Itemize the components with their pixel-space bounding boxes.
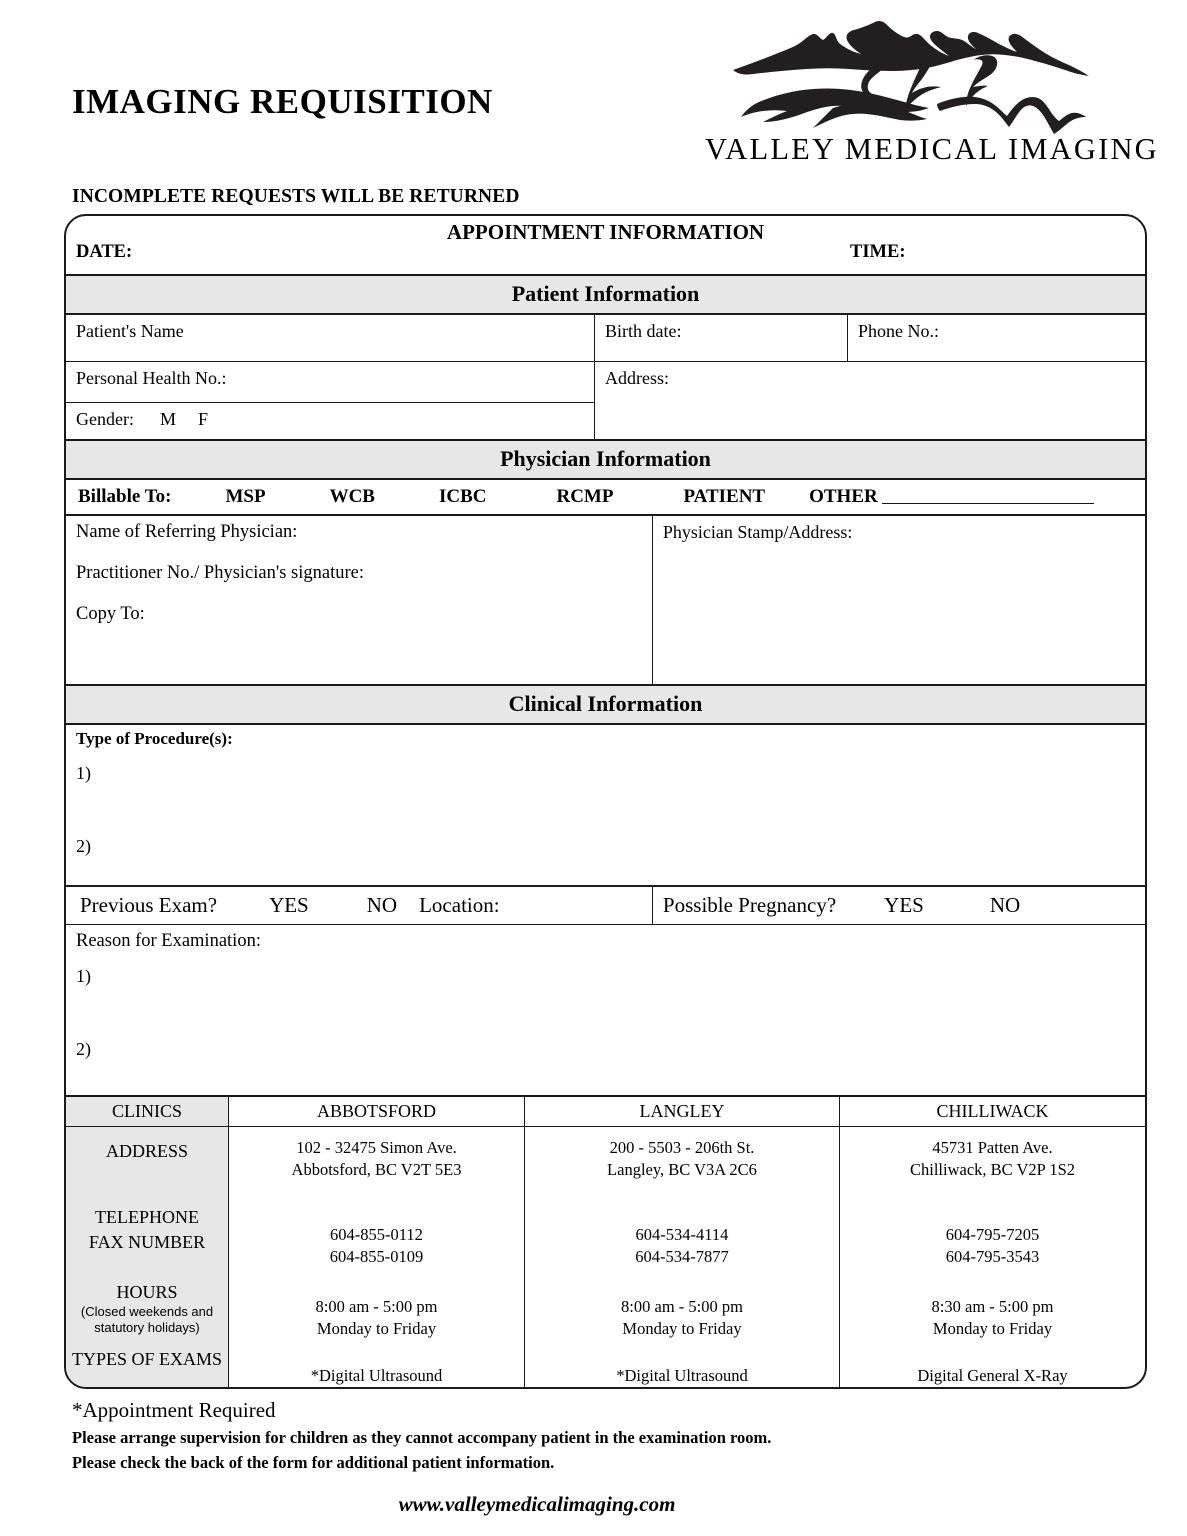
type-of-procedures-block — [66, 725, 1145, 885]
billable-option-rcmp[interactable]: RCMP — [556, 486, 614, 507]
incomplete-requests-notice: INCOMPLETE REQUESTS WILL BE RETURNED — [72, 186, 520, 207]
chilliwack-address-line-1: 45731 Patten Ave. — [932, 1138, 1053, 1157]
appointment-time-label[interactable]: TIME: — [850, 242, 906, 262]
billable-option-wcb[interactable]: WCB — [329, 486, 375, 507]
row-label-hours-note-1: (Closed weekends and — [80, 1304, 214, 1320]
langley-address-line-1: 200 - 5503 - 206th St. — [609, 1138, 755, 1157]
birth-date-field[interactable]: Birth date: — [594, 315, 847, 362]
langley-hours-line-1: 8:00 am - 5:00 pm — [621, 1297, 743, 1317]
previous-exam-location-field[interactable]: Location: — [419, 893, 500, 917]
physician-information-header: Physician Information — [66, 439, 1145, 480]
pregnancy-label: Possible Pregnancy? — [662, 893, 837, 917]
clinic-name-chilliwack: CHILLIWACK — [840, 1097, 1145, 1127]
reason-entry-1[interactable]: 1) — [76, 966, 91, 986]
brand-name: VALLEY MEDICAL IMAGING — [705, 132, 1159, 166]
previous-exam-no[interactable]: NO — [366, 893, 398, 917]
langley-fax: 604-534-7877 — [635, 1246, 729, 1266]
row-label-address: ADDRESS — [105, 1141, 189, 1161]
previous-exam-label: Previous Exam? — [80, 893, 218, 917]
mountain-range-icon — [715, 18, 1115, 138]
chilliwack-telephone: 604-795-7205 — [945, 1224, 1040, 1244]
procedure-entry-1[interactable]: 1) — [76, 763, 91, 783]
chilliwack-fax: 604-795-3543 — [945, 1246, 1040, 1266]
reason-for-examination-block — [66, 925, 1145, 1097]
personal-health-number-field[interactable]: Personal Health No.: — [66, 362, 594, 403]
langley-hours-line-2: Monday to Friday — [622, 1319, 742, 1339]
langley-telephone: 604-534-4114 — [635, 1224, 729, 1244]
billable-option-patient[interactable]: PATIENT — [683, 486, 766, 507]
brand-logo — [705, 18, 1159, 167]
physician-stamp-field[interactable]: Physician Stamp/Address: — [652, 516, 1145, 684]
address-field[interactable]: Address: — [594, 362, 1145, 439]
chilliwack-hours-line-2: Monday to Friday — [932, 1319, 1053, 1339]
copy-to-field[interactable]: Copy To: — [76, 604, 145, 624]
billable-to-label: Billable To: — [78, 486, 172, 507]
abbotsford-exam-1: *Digital Ultrasound — [310, 1365, 443, 1385]
row-label-hours: HOURS — [116, 1281, 178, 1302]
pregnancy-yes[interactable]: YES — [884, 893, 924, 917]
reason-entry-2[interactable]: 2) — [76, 1039, 91, 1059]
abbotsford-fax: 604-855-0109 — [329, 1246, 424, 1266]
row-label-types-of-exams: TYPES OF EXAMS — [71, 1348, 223, 1369]
previous-exam-yes[interactable]: YES — [269, 893, 309, 917]
gender-option-female[interactable]: F — [198, 409, 209, 429]
clinic-column-langley — [524, 1097, 839, 1389]
row-label-fax: FAX NUMBER — [88, 1231, 206, 1252]
appointment-required-note: *Appointment Required — [72, 1398, 276, 1422]
langley-exam-1: *Digital Ultrasound — [616, 1365, 748, 1385]
clinic-name-langley: LANGLEY — [525, 1097, 839, 1127]
gender-field[interactable] — [66, 403, 594, 439]
chilliwack-address-line-2: Chilliwack, BC V2P 1S2 — [909, 1160, 1076, 1180]
phone-number-field[interactable]: Phone No.: — [847, 315, 1145, 362]
billable-to-row — [66, 480, 1145, 516]
clinical-information-header: Clinical Information — [66, 684, 1145, 725]
abbotsford-address-line-2: Abbotsford, BC V2T 5E3 — [291, 1160, 462, 1180]
appointment-information-section — [66, 216, 1145, 274]
abbotsford-telephone: 604-855-0112 — [330, 1224, 423, 1244]
requisition-form-body — [64, 214, 1147, 1389]
billable-option-other[interactable]: OTHER — [809, 486, 878, 507]
billable-other-input[interactable] — [882, 490, 1094, 504]
practitioner-signature-field[interactable]: Practitioner No./ Physician's signature: — [76, 563, 364, 583]
patient-information-header: Patient Information — [66, 274, 1145, 315]
clinics-label-column — [66, 1097, 228, 1389]
clinics-table — [66, 1097, 1145, 1389]
clinics-column-header: CLINICS — [66, 1097, 228, 1127]
billable-option-msp[interactable]: MSP — [225, 486, 266, 507]
clinic-column-abbotsford — [228, 1097, 524, 1389]
langley-exam-2 — [525, 1387, 839, 1389]
supervision-note: Please arrange supervision for children as they cannot accompany patient in the examination room. — [72, 1428, 772, 1447]
previous-exam-block — [66, 887, 652, 924]
abbotsford-hours-line-2: Monday to Friday — [316, 1319, 437, 1339]
referring-physician-block — [66, 516, 652, 684]
row-label-hours-note-2: statutory holidays) — [94, 1320, 200, 1336]
appointment-section-title: APPOINTMENT INFORMATION — [446, 220, 765, 244]
page-footer — [72, 1398, 1132, 1517]
billable-option-icbc[interactable]: ICBC — [438, 486, 487, 507]
abbotsford-address-line-1: 102 - 32475 Simon Ave. — [296, 1138, 457, 1157]
patient-name-field[interactable]: Patient's Name — [66, 315, 594, 362]
clinic-column-chilliwack — [839, 1097, 1145, 1389]
clinic-name-abbotsford: ABBOTSFORD — [229, 1097, 524, 1127]
patient-row-2 — [66, 362, 1145, 439]
chilliwack-exam-1: Digital General X-Ray — [917, 1365, 1068, 1385]
langley-address-line-2: Langley, BC V3A 2C6 — [607, 1160, 757, 1180]
referring-physician-field[interactable]: Name of Referring Physician: — [76, 522, 298, 542]
procedure-entry-2[interactable]: 2) — [76, 836, 91, 856]
back-of-form-note: Please check the back of the form for additional patient information. — [72, 1452, 555, 1472]
abbotsford-hours-line-1: 8:00 am - 5:00 pm — [315, 1297, 438, 1317]
gender-option-male[interactable]: M — [159, 409, 176, 429]
patient-row-1 — [66, 315, 1145, 362]
pregnancy-block — [652, 887, 1145, 924]
physician-details-row — [66, 516, 1145, 684]
abbotsford-exam-2 — [229, 1387, 524, 1389]
page-header — [0, 0, 1187, 207]
row-label-telephone: TELEPHONE — [95, 1207, 199, 1228]
reason-for-examination-label: Reason for Examination: — [76, 931, 261, 951]
type-of-procedures-label: Type of Procedure(s): — [76, 729, 233, 748]
appointment-date-label[interactable]: DATE: — [76, 242, 133, 262]
gender-label: Gender: — [76, 409, 134, 429]
page-title: IMAGING REQUISITION — [72, 82, 493, 121]
pregnancy-no[interactable]: NO — [989, 893, 1021, 917]
chilliwack-hours-line-1: 8:30 am - 5:00 pm — [931, 1297, 1054, 1317]
website-url[interactable]: www.valleymedicalimaging.com — [398, 1491, 676, 1516]
exam-pregnancy-row — [66, 885, 1145, 925]
